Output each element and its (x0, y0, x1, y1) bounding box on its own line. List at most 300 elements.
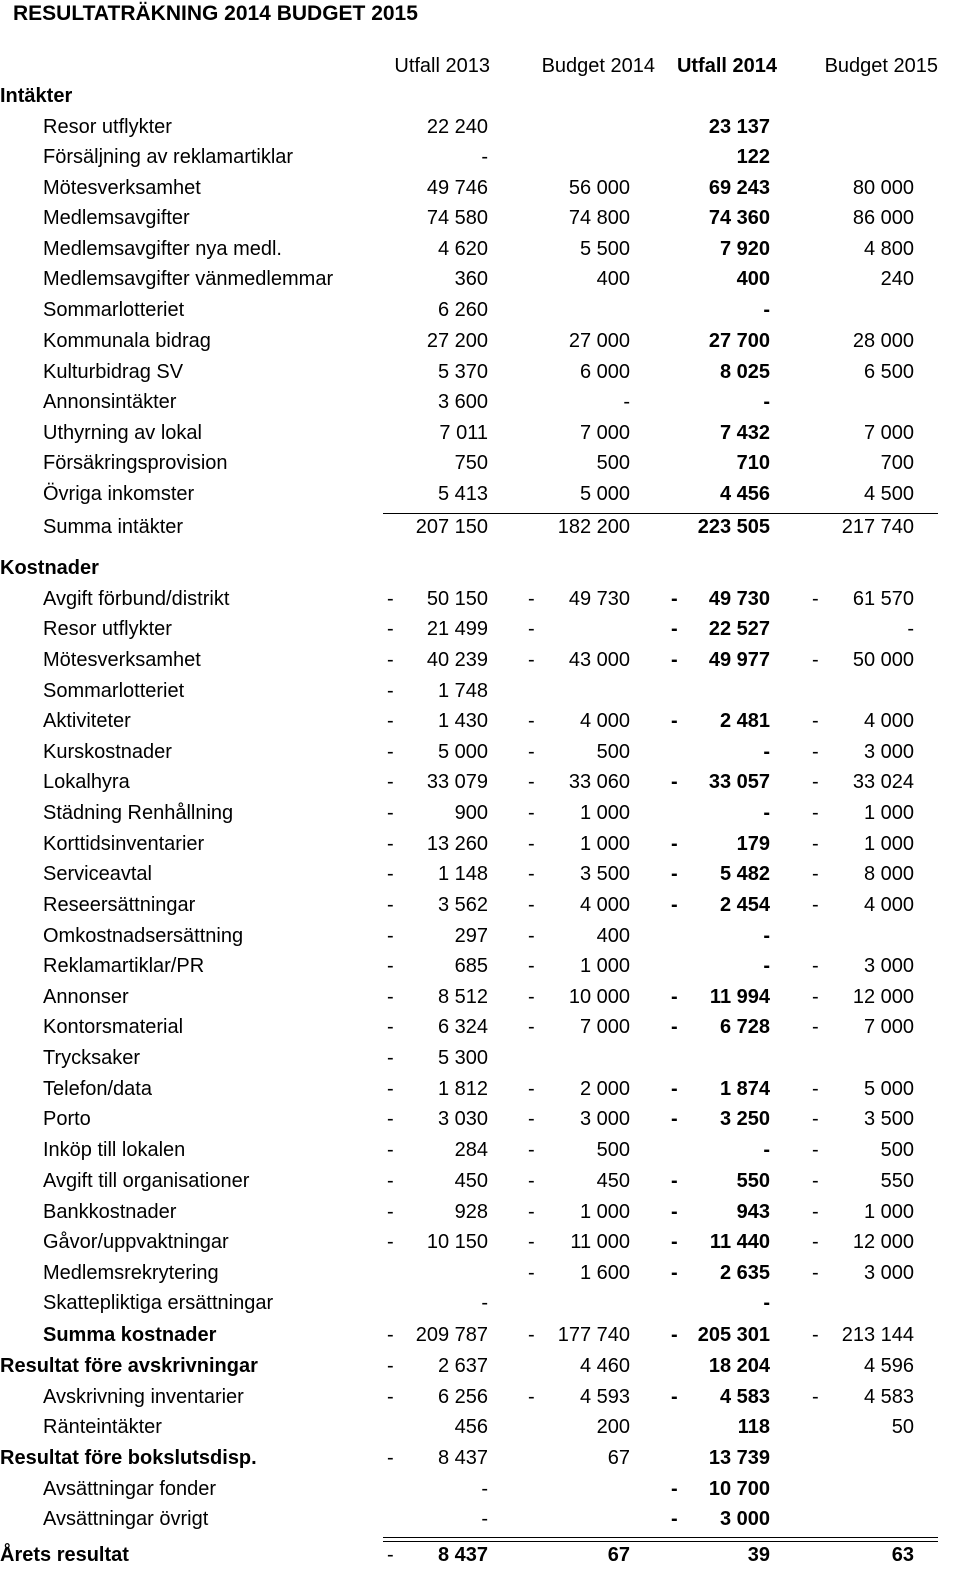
cell-utfall-2013: 1 748 (437, 680, 488, 702)
cell-budget-2015: 5 000 (863, 1078, 914, 1100)
cell-budget-2015: 213 144 (841, 1324, 914, 1346)
row-label: Summa kostnader (43, 1324, 217, 1346)
negative-sign: - (387, 618, 394, 640)
table-row-motesverksamhet (0, 645, 960, 675)
cell-utfall-2014: 2 454 (719, 894, 770, 916)
negative-sign: - (387, 802, 394, 824)
cell-utfall-2014: 118 (737, 1416, 770, 1438)
negative-sign: - (671, 863, 678, 885)
cell-utfall-2013: 8 437 (437, 1544, 488, 1566)
row-label: Kommunala bidrag (43, 330, 211, 352)
negative-sign: - (387, 1231, 394, 1253)
annual-result-rule-2 (383, 1541, 938, 1542)
negative-sign: - (387, 925, 394, 947)
table-row-telefon-data (0, 1074, 960, 1104)
cell-budget-2015: 50 (891, 1416, 914, 1438)
cell-utfall-2014: 710 (736, 452, 770, 474)
cell-utfall-2014: 8 025 (719, 361, 770, 383)
cell-utfall-2013: 1 430 (437, 710, 488, 732)
negative-sign: - (671, 1108, 678, 1130)
negative-sign: - (528, 894, 535, 916)
negative-sign: - (812, 833, 819, 855)
cell-utfall-2014: 69 243 (708, 177, 770, 199)
cell-budget-2014: 1 000 (579, 955, 630, 977)
cell-budget-2015: 86 000 (852, 207, 914, 229)
negative-sign: - (528, 771, 535, 793)
cell-budget-2014: 400 (596, 268, 630, 290)
cell-utfall-2013: 5 000 (437, 741, 488, 763)
negative-sign: - (387, 1170, 394, 1192)
cell-utfall-2013: 207 150 (415, 516, 488, 538)
row-label: Resultat före bokslutsdisp. (0, 1447, 257, 1469)
negative-sign: - (528, 802, 535, 824)
table-row-annonser (0, 982, 960, 1012)
table-row-serviceavtal (0, 859, 960, 889)
row-label: Årets resultat (0, 1544, 129, 1566)
negative-sign: - (812, 986, 819, 1008)
cell-budget-2015: 240 (880, 268, 914, 290)
cell-budget-2015: 1 000 (863, 1201, 914, 1223)
negative-sign: - (387, 710, 394, 732)
cell-utfall-2014: 2 481 (719, 710, 770, 732)
cell-budget-2014: 6 000 (579, 361, 630, 383)
table-row-omkostnadsersattning (0, 921, 960, 951)
cell-utfall-2014: 18 204 (708, 1355, 770, 1377)
row-label: Omkostnadsersättning (43, 925, 244, 947)
negative-sign: - (387, 894, 394, 916)
row-label: Städning Renhållning (43, 802, 234, 824)
cell-budget-2014: 500 (596, 452, 630, 474)
cell-budget-2015: 217 740 (841, 516, 914, 538)
cell-utfall-2014: 49 730 (708, 588, 770, 610)
table-row-motesverksamhet (0, 173, 960, 203)
negative-sign: - (671, 833, 678, 855)
cell-budget-2015: 3 500 (863, 1108, 914, 1130)
negative-sign: - (671, 649, 678, 671)
cell-budget-2015: 4 583 (863, 1386, 914, 1408)
cell-budget-2015: 8 000 (863, 863, 914, 885)
table-row-porto (0, 1104, 960, 1134)
cell-utfall-2013: 8 512 (437, 986, 488, 1008)
negative-sign: - (528, 833, 535, 855)
page-title: RESULTATRÄKNING 2014 BUDGET 2015 (13, 2, 418, 25)
row-label: Inköp till lokalen (43, 1139, 186, 1161)
table-row-avgift-forbund-distrikt (0, 584, 960, 614)
row-label: Avsättningar fonder (43, 1478, 217, 1500)
cell-utfall-2013: 6 260 (437, 299, 488, 321)
cell-utfall-2014: - (763, 1139, 770, 1161)
negative-sign: - (671, 1262, 678, 1284)
cell-utfall-2014: 943 (736, 1201, 770, 1223)
negative-sign: - (812, 588, 819, 610)
cell-budget-2015: 4 000 (863, 710, 914, 732)
table-row-resultat-fore-avskrivningar (0, 1351, 960, 1381)
negative-sign: - (528, 710, 535, 732)
cell-utfall-2013: 209 787 (415, 1324, 488, 1346)
cell-utfall-2014: 4 583 (719, 1386, 770, 1408)
cell-budget-2014: - (623, 391, 630, 413)
negative-sign: - (528, 1386, 535, 1408)
negative-sign: - (812, 863, 819, 885)
negative-sign: - (387, 1324, 394, 1346)
row-label: Kontorsmaterial (43, 1016, 184, 1038)
negative-sign: - (528, 1324, 535, 1346)
table-row-reseersattningar (0, 890, 960, 920)
cell-utfall-2013: 284 (454, 1139, 488, 1161)
cell-budget-2015: 80 000 (852, 177, 914, 199)
negative-sign: - (387, 680, 394, 702)
negative-sign: - (528, 1201, 535, 1223)
row-label: Försäkringsprovision (43, 452, 228, 474)
row-label: Annonsintäkter (43, 391, 177, 413)
table-row-lokalhyra (0, 767, 960, 797)
negative-sign: - (812, 1170, 819, 1192)
negative-sign: - (387, 1139, 394, 1161)
negative-sign: - (671, 1016, 678, 1038)
negative-sign: - (387, 1078, 394, 1100)
row-label: Kurskostnader (43, 741, 172, 763)
cell-utfall-2014: 10 700 (708, 1478, 770, 1500)
cell-utfall-2013: 10 150 (426, 1231, 488, 1253)
cell-utfall-2013: 8 437 (437, 1447, 488, 1469)
negative-sign: - (528, 1078, 535, 1100)
cell-budget-2014: 43 000 (568, 649, 630, 671)
negative-sign: - (812, 1139, 819, 1161)
negative-sign: - (387, 649, 394, 671)
cell-budget-2015: 6 500 (863, 361, 914, 383)
annual-result-rule-1 (383, 1537, 938, 1538)
cell-budget-2014: 177 740 (557, 1324, 630, 1346)
table-row-trycksaker (0, 1043, 960, 1073)
cell-utfall-2014: 550 (736, 1170, 770, 1192)
row-label: Trycksaker (43, 1047, 141, 1069)
table-row-avsattningar-ovrigt (0, 1504, 960, 1534)
cell-utfall-2013: 5 413 (437, 483, 488, 505)
cell-utfall-2014: 27 700 (708, 330, 770, 352)
negative-sign: - (812, 1386, 819, 1408)
table-row-uthyrning-av-lokal (0, 418, 960, 448)
cell-budget-2014: 4 460 (579, 1355, 630, 1377)
cell-budget-2015: 50 000 (852, 649, 914, 671)
cell-utfall-2013: 6 324 (437, 1016, 488, 1038)
negative-sign: - (387, 741, 394, 763)
cell-utfall-2013: 360 (454, 268, 488, 290)
cell-utfall-2014: - (763, 391, 770, 413)
table-row-forsakringsprovision (0, 448, 960, 478)
negative-sign: - (387, 1016, 394, 1038)
row-label: Sommarlotteriet (43, 680, 185, 702)
cell-budget-2014: 67 (607, 1544, 630, 1566)
cell-budget-2015: 12 000 (852, 1231, 914, 1253)
table-row-avgift-till-organisationer (0, 1166, 960, 1196)
cell-budget-2014: 500 (596, 741, 630, 763)
cell-budget-2014: 10 000 (568, 986, 630, 1008)
negative-sign: - (528, 588, 535, 610)
negative-sign: - (387, 1544, 394, 1566)
negative-sign: - (671, 710, 678, 732)
negative-sign: - (528, 955, 535, 977)
row-label: Resultat före avskrivningar (0, 1355, 258, 1377)
negative-sign: - (528, 863, 535, 885)
negative-sign: - (671, 588, 678, 610)
table-row-sommarlotteriet (0, 676, 960, 706)
negative-sign: - (671, 1478, 678, 1500)
cell-budget-2015: 700 (880, 452, 914, 474)
row-label: Kostnader (0, 557, 99, 579)
table-row-medlemsavgifter-vanmedlemmar (0, 264, 960, 294)
cell-utfall-2014: 122 (736, 146, 770, 168)
cell-utfall-2014: 179 (736, 833, 770, 855)
cell-utfall-2013: - (481, 1478, 488, 1500)
row-label: Övriga inkomster (43, 483, 195, 505)
cell-utfall-2014: 7 920 (719, 238, 770, 260)
row-label: Reseersättningar (43, 894, 196, 916)
cell-budget-2015: 1 000 (863, 802, 914, 824)
cell-budget-2015: 3 000 (863, 741, 914, 763)
cell-utfall-2013: - (481, 1292, 488, 1314)
cell-budget-2015: 33 024 (852, 771, 914, 793)
cell-budget-2015: 12 000 (852, 986, 914, 1008)
cell-budget-2014: 5 000 (579, 483, 630, 505)
negative-sign: - (812, 802, 819, 824)
cell-budget-2014: 5 500 (579, 238, 630, 260)
row-label: Uthyrning av lokal (43, 422, 202, 444)
negative-sign: - (528, 618, 535, 640)
cell-budget-2014: 3 500 (579, 863, 630, 885)
cell-utfall-2013: 49 746 (426, 177, 488, 199)
cell-budget-2015: - (907, 618, 914, 640)
cell-budget-2015: 28 000 (852, 330, 914, 352)
row-label: Kulturbidrag SV (43, 361, 184, 383)
negative-sign: - (671, 1508, 678, 1530)
negative-sign: - (812, 1231, 819, 1253)
row-label: Korttidsinventarier (43, 833, 205, 855)
cell-utfall-2014: 49 977 (708, 649, 770, 671)
cell-budget-2014: 33 060 (568, 771, 630, 793)
negative-sign: - (528, 925, 535, 947)
cell-budget-2014: 7 000 (579, 1016, 630, 1038)
column-header-utfall-2013: Utfall 2013 (394, 55, 490, 77)
cell-budget-2014: 11 000 (570, 1231, 630, 1253)
cell-budget-2014: 74 800 (568, 207, 630, 229)
row-label: Aktiviteter (43, 710, 131, 732)
cell-utfall-2013: 297 (454, 925, 488, 947)
row-label: Medlemsavgifter vänmedlemmar (43, 268, 334, 290)
cell-utfall-2014: 11 440 (709, 1231, 770, 1253)
row-label: Ränteintäkter (43, 1416, 162, 1438)
cell-utfall-2013: 6 256 (437, 1386, 488, 1408)
cell-utfall-2013: 750 (454, 452, 488, 474)
column-header-utfall-2014: Utfall 2014 (676, 55, 777, 77)
cell-budget-2015: 550 (880, 1170, 914, 1192)
column-header-budget-2015: Budget 2015 (824, 55, 938, 77)
negative-sign: - (387, 1047, 394, 1069)
cell-utfall-2013: 21 499 (426, 618, 488, 640)
negative-sign: - (528, 1016, 535, 1038)
cell-utfall-2013: 27 200 (426, 330, 488, 352)
cell-budget-2014: 56 000 (568, 177, 630, 199)
cell-utfall-2013: 900 (454, 802, 488, 824)
table-row-kommunala-bidrag (0, 326, 960, 356)
cell-utfall-2013: 50 150 (426, 588, 488, 610)
table-row-skattepliktiga-ersattningar (0, 1288, 960, 1318)
cell-budget-2014: 2 000 (579, 1078, 630, 1100)
cell-utfall-2013: 1 148 (437, 863, 488, 885)
negative-sign: - (812, 1108, 819, 1130)
table-row-ovriga-inkomster (0, 479, 960, 509)
negative-sign: - (812, 741, 819, 763)
negative-sign: - (528, 649, 535, 671)
cell-utfall-2013: - (481, 146, 488, 168)
negative-sign: - (812, 771, 819, 793)
cell-budget-2015: 3 000 (863, 1262, 914, 1284)
cell-utfall-2013: 456 (454, 1416, 488, 1438)
row-label: Försäljning av reklamartiklar (43, 146, 294, 168)
cell-utfall-2013: 5 370 (437, 361, 488, 383)
cell-utfall-2014: 11 994 (709, 986, 770, 1008)
row-label: Bankkostnader (43, 1201, 177, 1223)
table-row-resor-utflykter (0, 112, 960, 142)
cell-utfall-2014: - (763, 741, 770, 763)
table-row-forsaljning-av-reklamartiklar (0, 142, 960, 172)
row-label: Medlemsrekrytering (43, 1262, 219, 1284)
cell-budget-2014: 27 000 (568, 330, 630, 352)
table-row-ranteintakter (0, 1412, 960, 1442)
negative-sign: - (671, 1386, 678, 1408)
cell-utfall-2014: 3 000 (719, 1508, 770, 1530)
negative-sign: - (671, 618, 678, 640)
cell-utfall-2014: 22 527 (708, 618, 770, 640)
row-label: Avgift förbund/distrikt (43, 588, 230, 610)
cell-budget-2015: 4 596 (863, 1355, 914, 1377)
table-row-medlemsrekrytering (0, 1258, 960, 1288)
cell-utfall-2013: 4 620 (437, 238, 488, 260)
negative-sign: - (671, 986, 678, 1008)
cell-budget-2015: 4 800 (863, 238, 914, 260)
cell-utfall-2014: - (763, 925, 770, 947)
cell-budget-2014: 7 000 (579, 422, 630, 444)
negative-sign: - (671, 1201, 678, 1223)
cell-utfall-2013: 13 260 (426, 833, 488, 855)
cell-utfall-2013: 5 300 (437, 1047, 488, 1069)
row-label: Resor utflykter (43, 116, 172, 138)
cell-utfall-2014: 3 250 (719, 1108, 770, 1130)
table-row-annonsintakter (0, 387, 960, 417)
row-label: Avgift till organisationer (43, 1170, 250, 1192)
negative-sign: - (387, 1355, 394, 1377)
negative-sign: - (812, 955, 819, 977)
cell-budget-2014: 1 000 (579, 1201, 630, 1223)
negative-sign: - (528, 1139, 535, 1161)
cell-budget-2015: 4 500 (863, 483, 914, 505)
cell-utfall-2014: 400 (736, 268, 770, 290)
cell-utfall-2013: - (481, 1508, 488, 1530)
cell-utfall-2014: 6 728 (719, 1016, 770, 1038)
cell-utfall-2014: - (763, 1292, 770, 1314)
table-row-kostnader (0, 553, 960, 583)
row-label: Avsättningar övrigt (43, 1508, 209, 1530)
table-row-gavor-uppvaktningar (0, 1227, 960, 1257)
table-row-summa-intakter (0, 512, 960, 542)
table-row-resultat-fore-bokslutsdisp (0, 1443, 960, 1473)
cell-budget-2015: 63 (891, 1544, 914, 1566)
row-label: Mötesverksamhet (43, 649, 201, 671)
cell-budget-2014: 400 (596, 925, 630, 947)
cell-utfall-2013: 3 030 (437, 1108, 488, 1130)
table-row-inkop-till-lokalen (0, 1135, 960, 1165)
negative-sign: - (528, 1108, 535, 1130)
negative-sign: - (671, 894, 678, 916)
cell-budget-2015: 4 000 (863, 894, 914, 916)
cell-utfall-2013: 685 (454, 955, 488, 977)
table-row-korttidsinventarier (0, 829, 960, 859)
cell-budget-2014: 3 000 (579, 1108, 630, 1130)
table-row-resor-utflykter (0, 614, 960, 644)
cell-budget-2015: 3 000 (863, 955, 914, 977)
cell-budget-2015: 1 000 (863, 833, 914, 855)
negative-sign: - (387, 588, 394, 610)
table-row-intakter (0, 81, 960, 111)
table-row-medlemsavgifter-nya-medl (0, 234, 960, 264)
cell-utfall-2014: 7 432 (719, 422, 770, 444)
cell-budget-2014: 4 593 (579, 1386, 630, 1408)
negative-sign: - (671, 1078, 678, 1100)
table-row-summa-kostnader (0, 1320, 960, 1350)
cell-utfall-2014: 23 137 (708, 116, 770, 138)
cell-utfall-2014: - (763, 955, 770, 977)
cell-utfall-2014: 39 (747, 1544, 770, 1566)
cell-utfall-2013: 1 812 (437, 1078, 488, 1100)
negative-sign: - (812, 1016, 819, 1038)
negative-sign: - (671, 1324, 678, 1346)
table-row-avskrivning-inventarier (0, 1382, 960, 1412)
row-label: Porto (43, 1108, 91, 1130)
negative-sign: - (812, 649, 819, 671)
cell-utfall-2014: 205 301 (697, 1324, 770, 1346)
negative-sign: - (812, 1078, 819, 1100)
table-row-kulturbidrag-sv (0, 357, 960, 387)
cell-budget-2015: 7 000 (863, 1016, 914, 1038)
cell-budget-2014: 4 000 (579, 710, 630, 732)
table-row-reklamartiklar-pr (0, 951, 960, 981)
negative-sign: - (812, 1324, 819, 1346)
row-label: Annonser (43, 986, 129, 1008)
table-row-arets-resultat (0, 1540, 960, 1570)
cell-utfall-2014: 33 057 (708, 771, 770, 793)
cell-budget-2015: 500 (880, 1139, 914, 1161)
table-row-kontorsmaterial (0, 1012, 960, 1042)
negative-sign: - (812, 710, 819, 732)
cell-utfall-2014: 223 505 (697, 516, 770, 538)
cell-utfall-2014: 5 482 (719, 863, 770, 885)
cell-budget-2014: 67 (607, 1447, 630, 1469)
cell-budget-2015: 61 570 (852, 588, 914, 610)
cell-utfall-2014: 2 635 (719, 1262, 770, 1284)
row-label: Sommarlotteriet (43, 299, 185, 321)
cell-utfall-2014: 4 456 (719, 483, 770, 505)
row-label: Summa intäkter (43, 516, 184, 538)
negative-sign: - (387, 863, 394, 885)
negative-sign: - (528, 1231, 535, 1253)
cell-budget-2014: 450 (596, 1170, 630, 1192)
table-row-bankkostnader (0, 1197, 960, 1227)
row-label: Reklamartiklar/PR (43, 955, 205, 977)
cell-utfall-2013: 22 240 (426, 116, 488, 138)
row-label: Telefon/data (43, 1078, 152, 1100)
row-label: Gåvor/uppvaktningar (43, 1231, 229, 1253)
table-row-sommarlotteriet (0, 295, 960, 325)
row-label: Serviceavtal (43, 863, 152, 885)
